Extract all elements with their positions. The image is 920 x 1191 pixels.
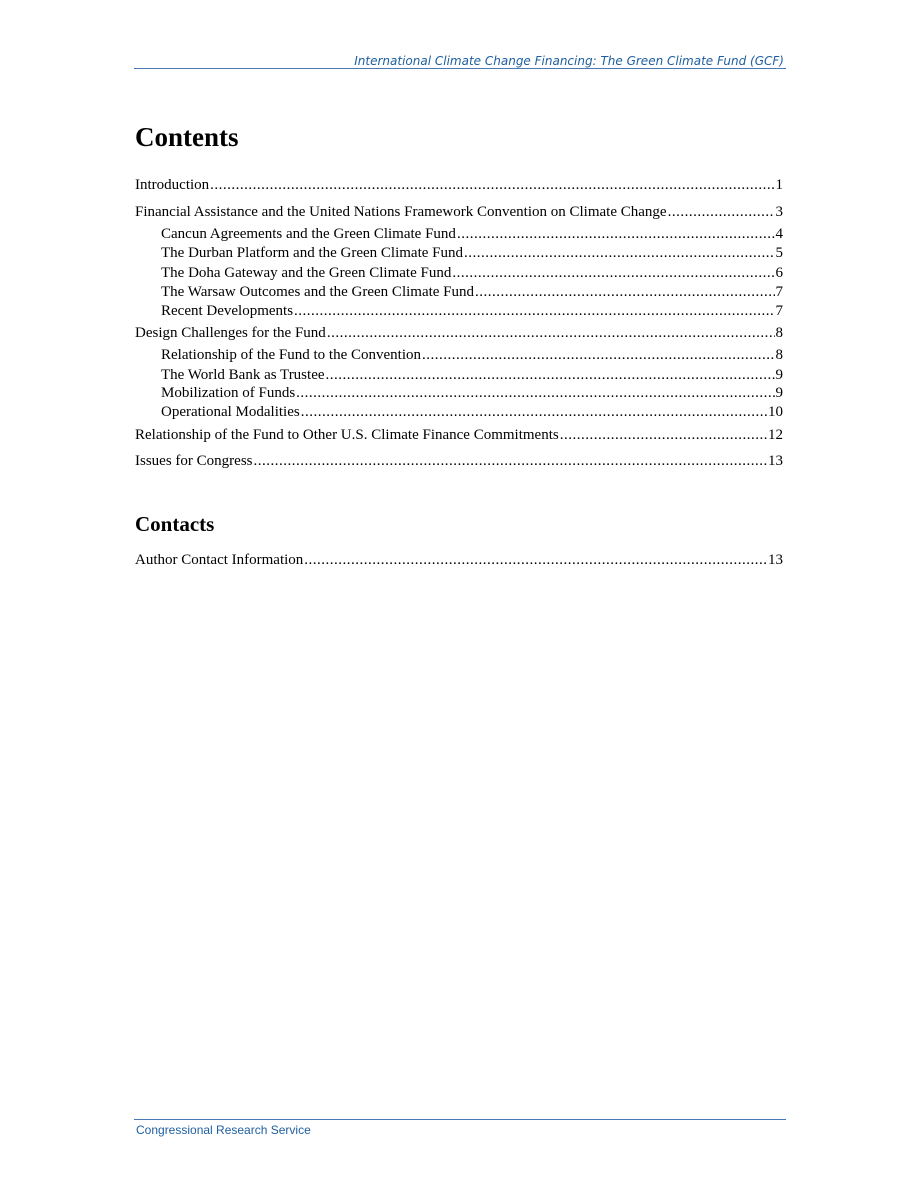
toc-entry-label: Financial Assistance and the United Nations Framework Convention on Climate Change xyxy=(135,204,667,220)
toc-entry-label: Recent Developments xyxy=(161,303,294,319)
dot-leader xyxy=(210,176,774,194)
dot-leader xyxy=(327,324,775,342)
toc-entry-label: Relationship of the Fund to the Convention xyxy=(161,347,421,363)
dot-leader xyxy=(464,244,774,262)
toc-entry-page-number: 12 xyxy=(768,427,783,443)
dot-leader xyxy=(294,302,774,320)
dot-leader xyxy=(326,366,775,384)
toc-entry[interactable] xyxy=(135,324,783,342)
toc-entry[interactable] xyxy=(161,225,783,243)
toc-entry-label: Operational Modalities xyxy=(161,404,300,420)
dot-leader xyxy=(560,426,767,444)
toc-entry-label: Introduction xyxy=(135,177,210,193)
dot-leader xyxy=(304,551,767,569)
toc-entry-label: Relationship of the Fund to Other U.S. Climate Finance Commitments xyxy=(135,427,559,443)
dot-leader xyxy=(668,203,775,221)
toc-entry-page-number: 9 xyxy=(775,385,783,401)
toc-entry-page-number: 8 xyxy=(775,325,783,341)
toc-entry[interactable] xyxy=(135,426,783,444)
toc-entry-page-number: 3 xyxy=(775,204,783,220)
toc-entry-page-number: 1 xyxy=(775,177,783,193)
toc-entry[interactable] xyxy=(161,403,783,421)
dot-leader xyxy=(254,452,768,470)
toc-entry-label: The Warsaw Outcomes and the Green Climate Fund xyxy=(161,284,475,300)
dot-leader xyxy=(452,264,774,282)
toc-entry-page-number: 8 xyxy=(775,347,783,363)
toc-entry-page-number: 13 xyxy=(768,552,783,568)
toc-entry[interactable] xyxy=(161,384,783,402)
header-divider xyxy=(134,68,786,69)
toc-entry-page-number: 5 xyxy=(775,245,783,261)
toc-entry-page-number: 13 xyxy=(768,453,783,469)
toc-entry-page-number: 9 xyxy=(775,367,783,383)
toc-entry[interactable] xyxy=(135,176,783,194)
toc-entry-label: The Doha Gateway and the Green Climate Fund xyxy=(161,265,452,281)
toc-entry-label: The Durban Platform and the Green Climate Fund xyxy=(161,245,464,261)
toc-entry[interactable] xyxy=(135,203,783,221)
contacts-heading: Contacts xyxy=(135,512,215,536)
toc-entry-label: Cancun Agreements and the Green Climate Fund xyxy=(161,226,456,242)
toc-entry-label: Design Challenges for the Fund xyxy=(135,325,326,341)
running-header-title: International Climate Change Financing: The Green Climate Fund (GCF) xyxy=(354,54,784,68)
toc-entry-page-number: 6 xyxy=(775,265,783,281)
toc-entry[interactable] xyxy=(161,264,783,282)
dot-leader xyxy=(301,403,767,421)
dot-leader xyxy=(457,225,775,243)
toc-entry[interactable] xyxy=(161,302,783,320)
dot-leader xyxy=(422,346,775,364)
dot-leader xyxy=(475,283,774,301)
toc-entry[interactable] xyxy=(161,346,783,364)
toc-entry-label: Mobilization of Funds xyxy=(161,385,296,401)
footer-divider xyxy=(134,1119,786,1120)
toc-entry-page-number: 7 xyxy=(775,303,783,319)
toc-entry[interactable] xyxy=(161,283,783,301)
toc-entry[interactable] xyxy=(135,452,783,470)
toc-entry-label: The World Bank as Trustee xyxy=(161,367,325,383)
contents-heading: Contents xyxy=(135,122,239,152)
toc-entry-page-number: 7 xyxy=(775,284,783,300)
toc-entry-page-number: 4 xyxy=(775,226,783,242)
dot-leader xyxy=(296,384,774,402)
toc-entry[interactable] xyxy=(161,366,783,384)
toc-entry-label: Issues for Congress xyxy=(135,453,253,469)
footer-publisher: Congressional Research Service xyxy=(136,1123,311,1137)
toc-entry-label: Author Contact Information xyxy=(135,552,304,568)
toc-entry[interactable] xyxy=(161,244,783,262)
toc-entry-page-number: 10 xyxy=(768,404,783,420)
toc-entry[interactable] xyxy=(135,551,783,569)
